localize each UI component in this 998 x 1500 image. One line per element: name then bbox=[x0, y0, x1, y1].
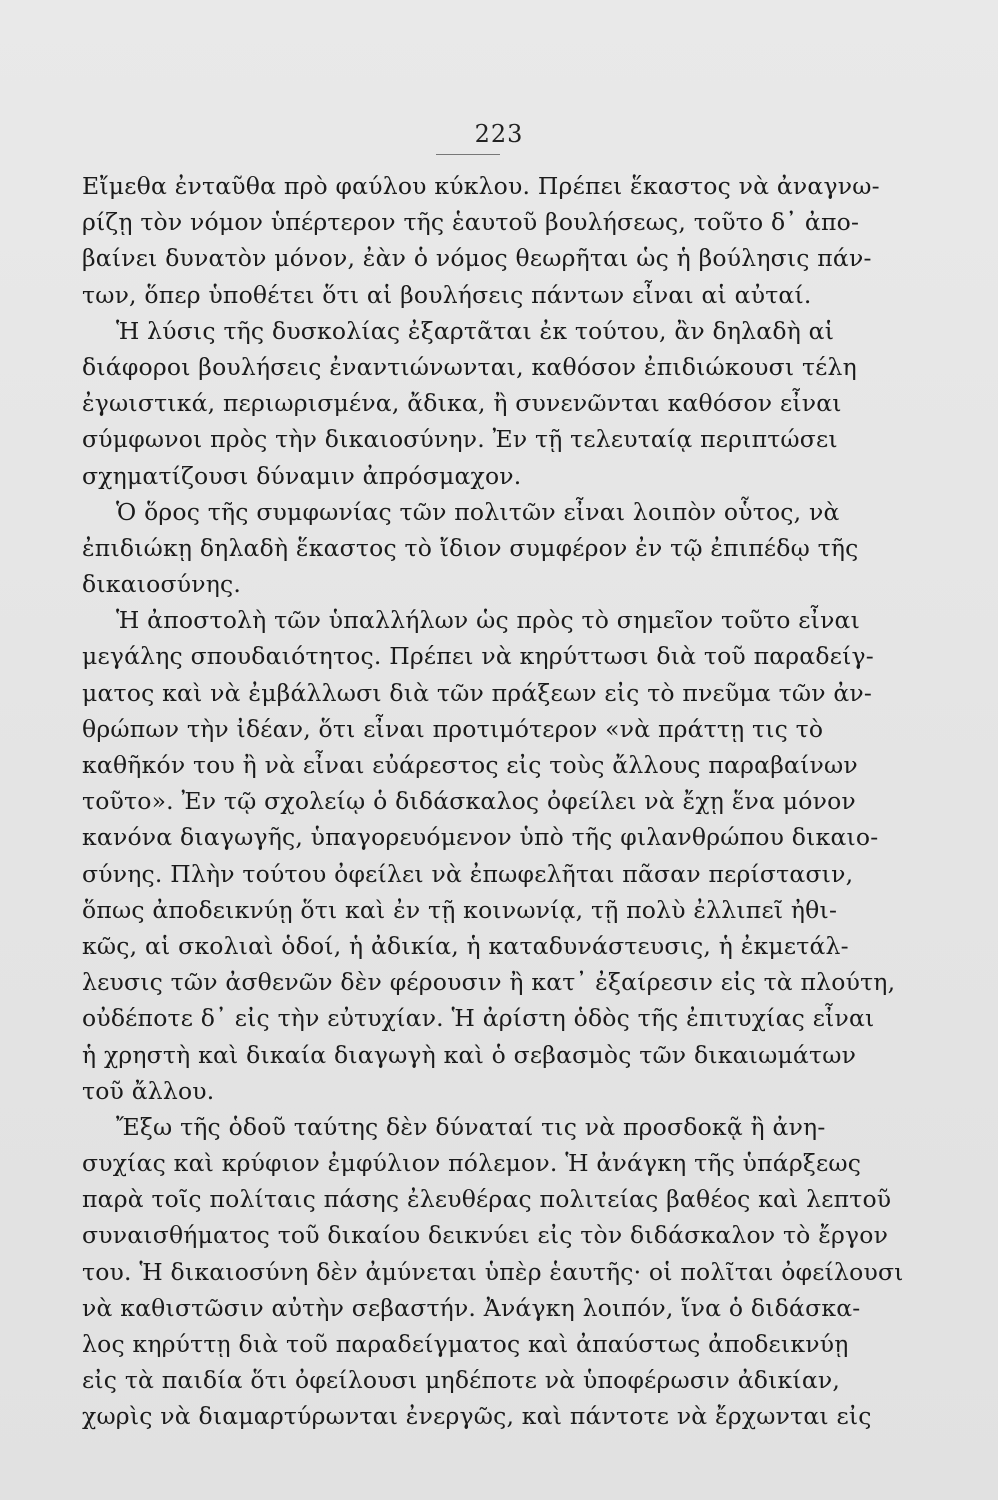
page-number-rule bbox=[436, 154, 500, 155]
text-line: σύμφωνοι πρὸς τὴν δικαιοσύνην. Ἐν τῇ τελευταίᾳ περιπτώσει bbox=[82, 425, 838, 454]
text-line: ἐγωιστικά, περιωρισμένα, ἄδικα, ἢ συνενῶνται καθόσον εἶναι bbox=[82, 389, 842, 418]
text-line: Ἡ ἀποστολὴ τῶν ὑπαλλήλων ὡς πρὸς τὸ σημεῖον τοῦτο εἶναι bbox=[116, 606, 861, 635]
text-line: λος κηρύττῃ διὰ τοῦ παραδείγματος καὶ ἀπαύστως ἀποδεικνύῃ bbox=[82, 1330, 849, 1358]
text-line: σχηματίζουσι δύναμιν ἀπρόσμαχον. bbox=[82, 461, 522, 490]
text-line: τοῦ ἄλλου. bbox=[82, 1076, 215, 1105]
text-line: θρώπων τὴν ἰδέαν, ὅτι εἶναι προτιμότερον «νὰ πράττῃ τις τὸ bbox=[82, 714, 824, 743]
text-line: κῶς, αἱ σκολιαὶ ὁδοί, ἡ ἀδικία, ἡ καταδυνάστευσις, ἡ ἐκμετάλ- bbox=[82, 931, 849, 960]
text-line: κανόνα διαγωγῆς, ὑπαγορευόμενον ὑπὸ τῆς φιλανθρώπου δικαιο- bbox=[82, 823, 879, 852]
page-number: 223 bbox=[474, 120, 524, 148]
text-line: δικαιοσύνης. bbox=[82, 570, 242, 599]
text-line: μεγάλης σπουδαιότητος. Πρέπει νὰ κηρύττωσι διὰ τοῦ παραδείγ- bbox=[82, 642, 874, 671]
text-line: ἐπιδιώκῃ δηλαδὴ ἕκαστος τὸ ἴδιον συμφέρον ἐν τῷ ἐπιπέδῳ τῆς bbox=[82, 533, 859, 562]
text-line: ὅπως ἀποδεικνύῃ ὅτι καὶ ἐν τῇ κοινωνίᾳ, τῇ πολὺ ἐλλιπεῖ ἠθι- bbox=[82, 895, 838, 924]
text-line: συναισθήματος τοῦ δικαίου δεικνύει εἰς τὸν διδάσκαλον τὸ ἔργον bbox=[82, 1221, 889, 1250]
body-text bbox=[82, 168, 904, 1435]
text-line: χωρὶς νὰ διαμαρτύρωνται ἐνεργῶς, καὶ πάντοτε νὰ ἔρχωνται εἰς bbox=[82, 1402, 872, 1431]
text-line: ρίζῃ τὸν νόμον ὑπέρτερον τῆς ἑαυτοῦ βουλήσεως, τοῦτο δ᾽ ἀπο- bbox=[82, 208, 860, 237]
text-line: τοῦτο». Ἐν τῷ σχολείῳ ὁ διδάσκαλος ὀφείλει νὰ ἔχῃ ἕνα μόνον bbox=[82, 787, 856, 816]
text-line: Ὁ ὅρος τῆς συμφωνίας τῶν πολιτῶν εἶναι λοιπὸν οὗτος, νὰ bbox=[116, 497, 840, 526]
text-line: ἡ χρηστὴ καὶ δικαία διαγωγὴ καὶ ὁ σεβασμὸς τῶν δικαιωμάτων bbox=[82, 1040, 857, 1069]
text-line: λευσις τῶν ἀσθενῶν δὲν φέρουσιν ἢ κατ᾽ ἐξαίρεσιν εἰς τὰ πλούτη, bbox=[82, 968, 896, 997]
text-line: Ἔξω τῆς ὁδοῦ ταύτης δὲν δύναταί τις νὰ προσδοκᾷ ἢ ἀνη- bbox=[116, 1112, 826, 1141]
text-line: οὐδέποτε δ᾽ εἰς τὴν εὐτυχίαν. Ἡ ἀρίστη ὁδὸς τῆς ἐπιτυχίας εἶναι bbox=[82, 1004, 875, 1033]
text-line: Εἴμεθα ἐνταῦθα πρὸ φαύλου κύκλου. Πρέπει ἕκαστος νὰ ἀναγνω- bbox=[82, 172, 880, 200]
text-line: των, ὅπερ ὑποθέτει ὅτι αἱ βουλήσεις πάντων εἶναι αἱ αὐταί. bbox=[82, 280, 812, 309]
text-line: εἰς τὰ παιδία ὅτι ὀφείλουσι μηδέποτε νὰ ὑποφέρωσιν ἀδικίαν, bbox=[82, 1366, 841, 1395]
text-line: νὰ καθιστῶσιν αὐτὴν σεβαστήν. Ἀνάγκη λοιπόν, ἵνα ὁ διδάσκα- bbox=[82, 1293, 861, 1322]
text-line: καθῆκόν του ἢ νὰ εἶναι εὐάρεστος εἰς τοὺς ἄλλους παραβαίνων bbox=[82, 751, 858, 779]
text-line: παρὰ τοῖς πολίταις πάσης ἐλευθέρας πολιτείας βαθέος καὶ λεπτοῦ bbox=[82, 1185, 892, 1214]
text-line: ματος καὶ νὰ ἐμβάλλωσι διὰ τῶν πράξεων εἰς τὸ πνεῦμα τῶν ἀν- bbox=[82, 678, 873, 707]
text-line: συχίας καὶ κρύφιον ἐμφύλιον πόλεμον. Ἡ ἀνάγκη τῆς ὑπάρξεως bbox=[82, 1149, 862, 1178]
text-line: βαίνει δυνατὸν μόνον, ἐὰν ὁ νόμος θεωρῆται ὡς ἡ βούλησις πάν- bbox=[82, 244, 872, 273]
text-line: του. Ἡ δικαιοσύνη δὲν ἀμύνεται ὑπὲρ ἑαυτῆς· οἱ πολῖται ὀφείλουσι bbox=[82, 1257, 904, 1286]
text-line: Ἡ λύσις τῆς δυσκολίας ἐξαρτᾶται ἐκ τούτου, ἂν δηλαδὴ αἱ bbox=[116, 316, 835, 345]
text-line: διάφοροι βουλήσεις ἐναντιώνωνται, καθόσον ἐπιδιώκουσι τέλη bbox=[82, 352, 857, 381]
text-line: σύνης. Πλὴν τούτου ὀφείλει νὰ ἐπωφελῆται πᾶσαν περίστασιν, bbox=[82, 859, 854, 888]
